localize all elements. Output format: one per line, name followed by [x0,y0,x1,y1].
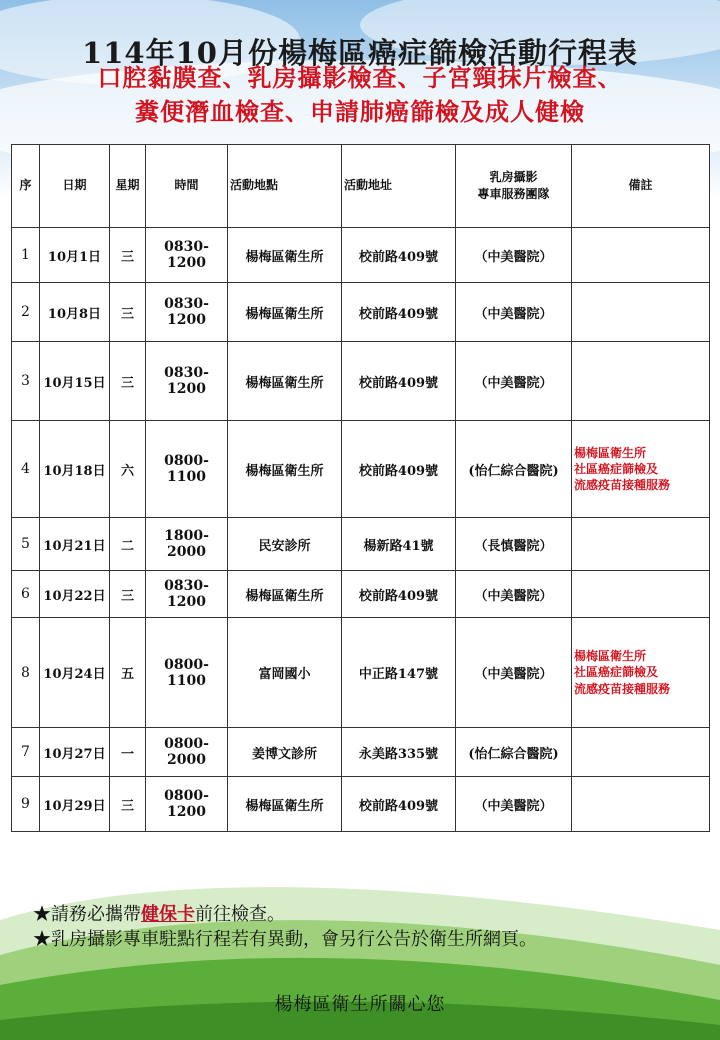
health-card-highlight: 健保卡 [141,904,195,925]
notice-line-1-post: 前往檢查。 [195,904,285,925]
notice-line-2: ★乳房攝影專車駐點行程若有異動，會另行公告於衛生所網頁。 [33,929,537,950]
cell-address: 校前路409號 [342,571,456,618]
table-row [12,777,710,832]
cell-time: 0800-1200 [146,777,228,832]
cell-weekday: 三 [110,228,146,283]
cell-date: 10月24日 [40,618,110,728]
cell-time: 0830-1200 [146,571,228,618]
cell-team: （中美醫院） [456,777,572,832]
cell-place: 民安診所 [228,518,342,571]
cell-place: 楊梅區衛生所 [228,421,342,518]
header-team [456,145,572,228]
cell-place: 姜博文診所 [228,728,342,777]
cell-weekday: 六 [110,421,146,518]
table-row [12,342,710,421]
cell-date: 10月18日 [40,421,110,518]
cell-team: (怡仁綜合醫院) [456,421,572,518]
notice-line-1-pre: ★請務必攜帶 [33,904,141,925]
page-title: 114年10月份楊梅區癌症篩檢活動行程表 [82,36,638,71]
cell-date: 10月8日 [40,283,110,342]
cell-address: 校前路409號 [342,777,456,832]
cell-note [572,342,710,421]
header-note: 備註 [572,145,710,228]
signature: 楊梅區衛生所關心您 [274,994,446,1015]
subtitle-line-1: 口腔黏膜查、乳房攝影檢查、子宮頸抹片檢查、 [97,63,623,92]
cell-team: （中美醫院） [456,283,572,342]
table-row [12,518,710,571]
cell-time: 0830-1200 [146,228,228,283]
cell-time: 0800-2000 [146,728,228,777]
cell-time: 0800-1100 [146,618,228,728]
cell-team: （中美醫院） [456,618,572,728]
table-row [12,571,710,618]
cell-weekday: 二 [110,518,146,571]
header-seq: 序 [12,145,40,228]
cell-place: 楊梅區衛生所 [228,283,342,342]
cell-date: 10月29日 [40,777,110,832]
header-team-line1: 乳房攝影 [489,169,538,184]
cell-weekday: 三 [110,342,146,421]
header-weekday: 星期 [110,145,146,228]
cell-team: （中美醫院） [456,342,572,421]
cell-note: 楊梅區衛生所 社區癌症篩檢及 流感疫苗接種服務 [572,618,710,728]
table-row [12,421,710,518]
cell-seq: 6 [12,571,40,618]
cell-address: 楊新路41號 [342,518,456,571]
cell-note [572,728,710,777]
cell-place: 楊梅區衛生所 [228,777,342,832]
notice-block [33,902,537,952]
cell-address: 校前路409號 [342,283,456,342]
header-date: 日期 [40,145,110,228]
cell-note [572,283,710,342]
cell-place: 楊梅區衛生所 [228,228,342,283]
table-row [12,228,710,283]
cell-time: 0800-1100 [146,421,228,518]
cell-weekday: 一 [110,728,146,777]
cell-team: （中美醫院） [456,228,572,283]
cell-seq: 4 [12,421,40,518]
cell-seq: 5 [12,518,40,571]
cell-note [572,777,710,832]
cell-weekday: 三 [110,283,146,342]
cell-seq: 1 [12,228,40,283]
cell-date: 10月1日 [40,228,110,283]
schedule-table [11,144,710,832]
table-row [12,618,710,728]
cell-time: 1800-2000 [146,518,228,571]
cell-seq: 3 [12,342,40,421]
notice-line-1 [33,902,537,927]
cell-note [572,518,710,571]
cell-date: 10月27日 [40,728,110,777]
cell-address: 永美路335號 [342,728,456,777]
cell-seq: 2 [12,283,40,342]
cell-team: （中美醫院） [456,571,572,618]
cell-team: （長慎醫院） [456,518,572,571]
cell-seq: 8 [12,618,40,728]
header-team-line2: 專車服務團隊 [477,187,550,201]
cell-weekday: 三 [110,571,146,618]
cell-address: 校前路409號 [342,228,456,283]
cell-weekday: 五 [110,618,146,728]
cell-date: 10月15日 [40,342,110,421]
cell-note: 楊梅區衛生所 社區癌症篩檢及 流感疫苗接種服務 [572,421,710,518]
cell-weekday: 三 [110,777,146,832]
table-header-row [12,145,710,228]
header-time: 時間 [146,145,228,228]
cell-address: 校前路409號 [342,342,456,421]
header-address: 活動地址 [342,145,456,228]
cell-time: 0830-1200 [146,342,228,421]
header-place: 活動地點 [228,145,342,228]
cell-date: 10月22日 [40,571,110,618]
cell-address: 中正路147號 [342,618,456,728]
cell-note [572,571,710,618]
cell-date: 10月21日 [40,518,110,571]
cell-place: 富岡國小 [228,618,342,728]
subtitle-line-2: 糞便潛血檢查、申請肺癌篩檢及成人健檢 [135,97,585,126]
cell-seq: 7 [12,728,40,777]
cell-team: (怡仁綜合醫院) [456,728,572,777]
table-row [12,728,710,777]
table-row [12,283,710,342]
cell-place: 楊梅區衛生所 [228,571,342,618]
cell-note [572,228,710,283]
cell-time: 0830-1200 [146,283,228,342]
cell-address: 校前路409號 [342,421,456,518]
cell-place: 楊梅區衛生所 [228,342,342,421]
cell-seq: 9 [12,777,40,832]
